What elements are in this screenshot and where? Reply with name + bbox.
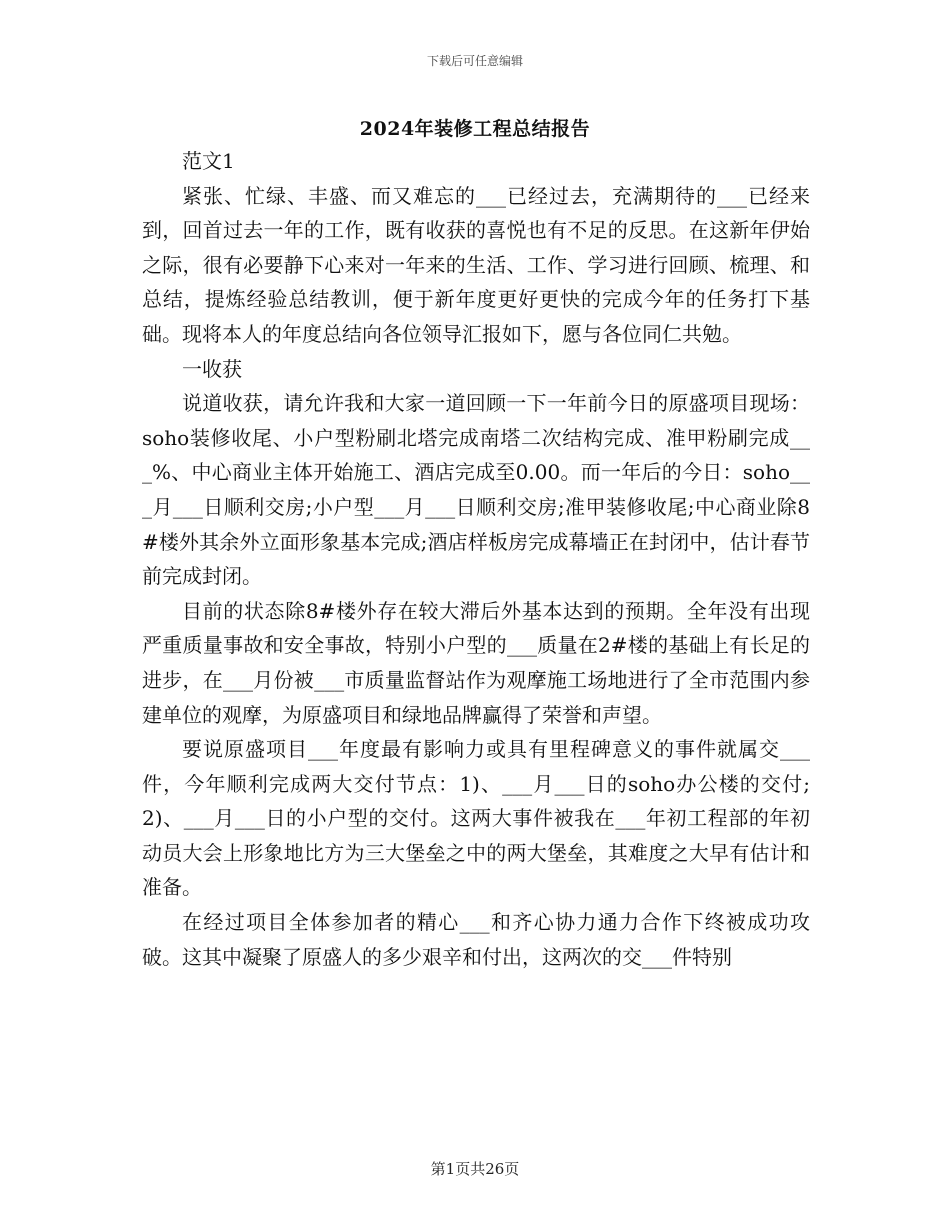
paragraph-teamwork: 在经过项目全体参加者的精心___和齐心协力通力合作下终被成功攻破。这其中凝聚了原盛人的多少艰辛和付出，这两次的交___件特别 xyxy=(142,910,810,969)
paragraph-sample-label: 范文1 xyxy=(182,149,235,173)
document-body xyxy=(142,144,810,974)
paragraph-harvest-review: 说道收获，请允许我和大家一道回顾一下一年前今日的原盛项目现场：soho装修收尾、小户型粉刷北塔完成南塔二次结构完成、准甲粉刷完成___%、中心商业主体开始施工、酒店完成至0.00。而一年后的今日：soho___月___日顺利交房;小户型___月___日顺利交房;准甲装修收尾;中心商业除8#楼外其余外立面形象基本完成;酒店样板房完成幕墙正在封闭中，估计春节前完成封闭。 xyxy=(142,391,810,589)
section-heading-harvest: 一收获 xyxy=(182,356,242,381)
paragraph-current-status: 目前的状态除8#楼外存在较大滞后外基本达到的预期。全年没有出现严重质量事故和安全事故，特别小户型的___质量在2#楼的基础上有长足的进步，在___月份被___市质量监督站作为观摩施工场地进行了全市范围内参建单位的观摩，为原盛项目和绿地品牌赢得了荣誉和声望。 xyxy=(142,598,810,727)
header-note: 下载后可任意编辑 xyxy=(426,54,523,68)
document-title: 2024年装修工程总结报告 xyxy=(359,118,591,140)
page-number-footer: 第1页共26页 xyxy=(430,1160,520,1178)
paragraph-intro: 紧张、忙绿、丰盛、而又难忘的___已经过去，充满期待的___已经来到，回首过去一年的工作，既有收获的喜悦也有不足的反思。在这新年伊始之际，很有必要静下心来对一年来的生活、工作、学习进行回顾、梳理、和总结，提炼经验总结教训，便于新年度更好更快的完成今年的任务打下基础。现将本人的年度总结向各位领导汇报如下，愿与各位同仁共勉。 xyxy=(142,183,810,346)
paragraph-milestones: 要说原盛项目___年度最有影响力或具有里程碑意义的事件就属交___件，今年顺利完成两大交付节点：1)、___月___日的soho办公楼的交付;2)、___月___日的小户型的交付。这两大事件被我在___年初工程部的年初动员大会上形象地比方为三大堡垒之中的两大堡垒，其难度之大早有估计和准备。 xyxy=(142,737,810,900)
